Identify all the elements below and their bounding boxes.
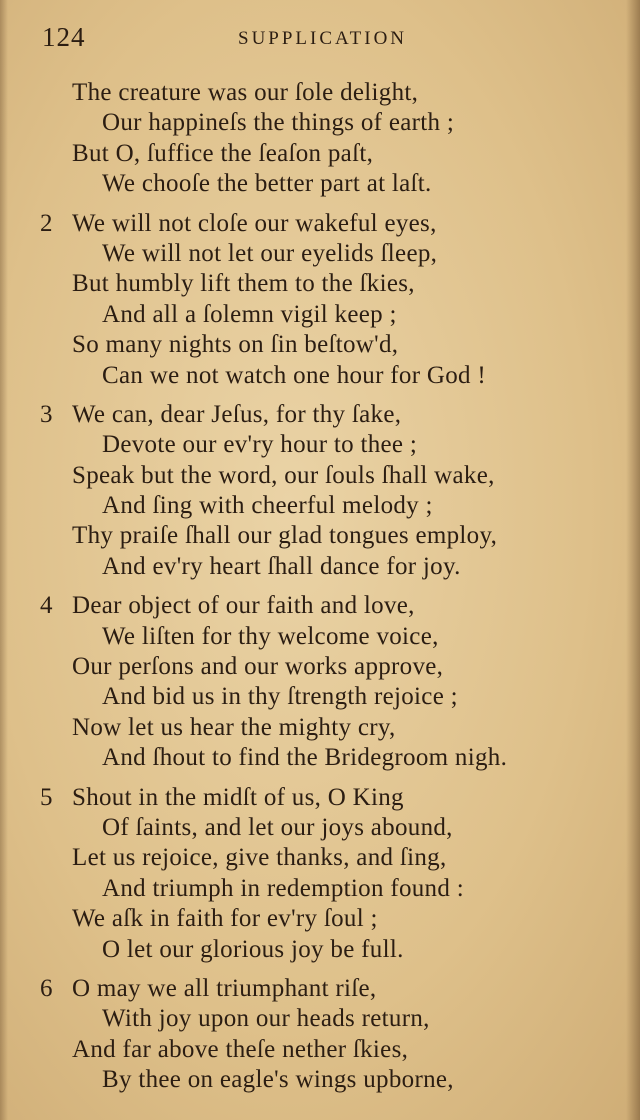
verse-line-text: We aſk in faith for ev'ry ſoul ; <box>72 905 378 933</box>
verse-line <box>36 783 606 813</box>
stanza <box>36 209 606 391</box>
verse-line <box>36 713 606 743</box>
verse-line <box>36 843 606 873</box>
verse-line-text: By thee on eagle's wings upborne, <box>102 1066 454 1094</box>
stanza <box>36 400 606 582</box>
verse-line-text: Shout in the midſt of us, O King <box>72 783 404 811</box>
stanza <box>36 783 606 965</box>
verse-line-text: But humbly lift them to the ſkies, <box>72 270 415 298</box>
stanza-number: 5 <box>40 783 53 811</box>
page-edge-shadow <box>626 0 640 1120</box>
verse-line-text: Thy praiſe ſhall our glad tongues employ, <box>72 522 498 550</box>
verse-line <box>36 169 606 199</box>
stanza <box>36 974 606 1096</box>
verse-line-text: Can we not watch one hour for God ! <box>102 361 487 389</box>
verse-line-text: And all a ſolemn vigil keep ; <box>102 300 397 328</box>
verse-line <box>36 139 606 169</box>
verse-line-text: With joy upon our heads return, <box>102 1005 430 1033</box>
stanza-number: 4 <box>40 592 53 620</box>
verse-line-text: And bid us in thy ſtrength rejoice ; <box>102 683 458 711</box>
verse-line-text: And far above theſe nether ſkies, <box>72 1035 409 1063</box>
verse-line-text: Our happineſs the things of earth ; <box>102 109 455 137</box>
verse-line <box>36 622 606 652</box>
page-number: 124 <box>42 22 86 52</box>
verse-line <box>36 491 606 521</box>
verse-line <box>36 78 606 108</box>
verse-line <box>36 974 606 1004</box>
verse-line <box>36 743 606 773</box>
page-gutter-shadow <box>0 0 8 1120</box>
stanza-number: 2 <box>40 209 53 237</box>
stanza-number: 6 <box>40 974 53 1002</box>
verse-line-text: We will not let our eyelids ſleep, <box>102 239 438 267</box>
verse-line <box>36 935 606 965</box>
running-head: SUPPLICATION <box>238 28 408 49</box>
verse-line <box>36 461 606 491</box>
verse-line-text: Let us rejoice, give thanks, and ſing, <box>72 844 447 872</box>
verse-line <box>36 300 606 330</box>
stanza <box>36 78 606 200</box>
verse-line <box>36 108 606 138</box>
verse-line <box>36 400 606 430</box>
verse-line-text: And ev'ry heart ſhall dance for joy. <box>102 552 461 580</box>
verse-line-text: Speak but the word, our ſouls ſhall wake, <box>72 461 495 489</box>
verse-line-text: O may we all triumphant riſe, <box>72 974 377 1002</box>
verse-line-text: O let our glorious joy be full. <box>102 935 404 963</box>
verse-line <box>36 209 606 239</box>
verse-line-text: We liſten for thy welcome voice, <box>102 622 439 650</box>
verse-line-text: Dear object of our faith and love, <box>72 592 415 620</box>
stanza-number: 3 <box>40 400 53 428</box>
verse-line-text: And triumph in redemption found : <box>102 874 464 902</box>
verse-line <box>36 591 606 621</box>
verse-line <box>36 874 606 904</box>
verse-line-text: We will not cloſe our wakeful eyes, <box>72 209 437 237</box>
verse-line-text: We can, dear Jeſus, for thy ſake, <box>72 400 402 428</box>
verse-line-text: Our perſons and our works approve, <box>72 653 444 681</box>
page-header <box>42 22 602 58</box>
verse-line <box>36 1035 606 1065</box>
verse-line <box>36 430 606 460</box>
stanza <box>36 591 606 773</box>
verse-line <box>36 1065 606 1095</box>
verse-line-text: And ſhout to find the Bridegroom nigh. <box>102 744 508 772</box>
verse-line <box>36 652 606 682</box>
verse-line-text: And ſing with cheerful melody ; <box>102 492 433 520</box>
verse-line <box>36 682 606 712</box>
hymn-text <box>36 78 606 1105</box>
verse-line-text: So many nights on ſin beſtow'd, <box>72 331 399 359</box>
verse-line <box>36 361 606 391</box>
verse-line-text: Now let us hear the mighty cry, <box>72 713 396 741</box>
verse-line-text: But O, ſuffice the ſeaſon paſt, <box>72 139 374 167</box>
verse-line <box>36 1004 606 1034</box>
verse-line-text: The creature was our ſole delight, <box>72 79 419 106</box>
verse-line <box>36 904 606 934</box>
verse-line <box>36 239 606 269</box>
verse-line <box>36 552 606 582</box>
verse-line <box>36 813 606 843</box>
verse-line-text: Of ſaints, and let our joys abound, <box>102 813 453 841</box>
verse-line <box>36 330 606 360</box>
verse-line <box>36 269 606 299</box>
verse-line-text: We chooſe the better part at laſt. <box>102 170 432 198</box>
verse-line-text: Devote our ev'ry hour to thee ; <box>102 431 418 459</box>
verse-line <box>36 521 606 551</box>
